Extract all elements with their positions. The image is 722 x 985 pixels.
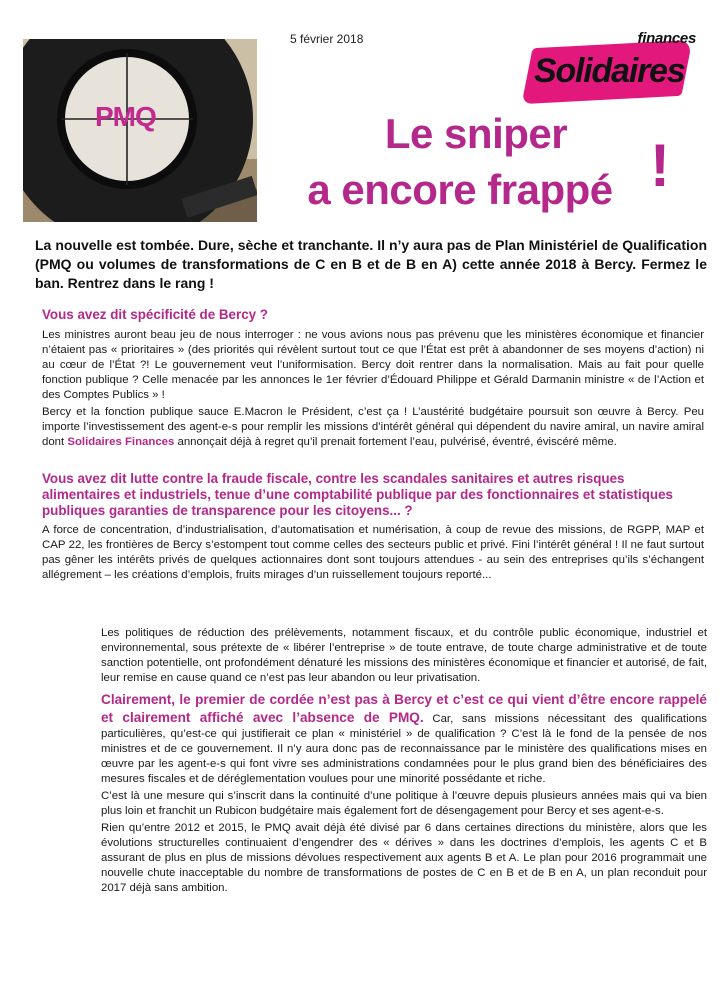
section-fraude — [42, 471, 704, 583]
section-1-paragraph-1: Les ministres auront beau jeu de nous interroger : ne vous avions nous pas prévenu que les ministères économique et financier n’étaient pas « prioritaires » (des priorités qui révèlent surtout tout ce que l’État est prêt à abandonner de ses moyens d’action) ni au cœur de l’État ?! Le gouvernement veut l’uniformisation. Bercy doit rentrer dans la normalisation. Mais au fait pour quelle fonction publique ? Celle menacée par les annonces le 1er février d’Édouard Philippe et Gérald Darmanin ministre « de l’Action et des Comptes Publics » ! — [42, 329, 704, 401]
section-2-paragraph: A force de concentration, d’industrialisation, d’automatisation et numérisation, à coup de revue des missions, de RGPP, MAP et CAP 22, les frontières de Bercy s’estompent tout comme celles des secteurs public et privé. Fini l’intérêt général ! Il ne faut surtout pas gêner les intérêts privés de quelques actionnaires dont sont toujours attendues - au sein des entreprises qu’ils s’échangent allégrement – les créations d’emplois, fruits mirages d’un ruissellement toujours reporté... — [42, 524, 704, 581]
logo-solidaires-text: Solidaires — [534, 52, 685, 90]
headline — [270, 106, 660, 218]
scope-photo — [23, 39, 257, 222]
photo-label: PMQ — [95, 101, 156, 132]
section-1-paragraph-2 — [42, 405, 704, 450]
solidaires-finances-logo — [528, 30, 704, 104]
section-1-text-after: annonçait déjà à regret qu’il prenait fortement l’eau, pulvérisé, éventré, éviscéré même. — [174, 436, 617, 448]
column-heading: Clairement, le premier de cordée n’est pas à Bercy et c’est ce qui vient d’être encore rappelé et clairement affiché avec l’absence de PMQ. — [101, 692, 707, 725]
solidaires-finances-highlight: Solidaires Finances — [67, 436, 175, 448]
column-paragraph-4: Rien qu’entre 2012 et 2015, le PMQ avait déjà été divisé par 6 dans certaines directions du ministère, alors que les évolutions structurelles continuaient d’engendrer des « dérives » dans les doctrines d’emplois, les agents C et B assurant de plus en plus de missions dévolues respectivement aux agents B et A. Le plan pour 2016 programmait une nouvelle chute inacceptable du nombre de transformations de postes de C en B et de B en A, un plan reconduit pour 2017 déjà sans ambition. — [101, 822, 707, 894]
column-paragraph-3: C’est là une mesure qui s’inscrit dans la continuité d’une politique à l’œuvre depuis plusieurs années mais qui va bien plus loin et franchit un Rubicon budgétaire mais également fort de désengagement pour Bercy et ses agent-e-s. — [101, 790, 707, 817]
intro-paragraph: La nouvelle est tombée. Dure, sèche et tranchante. Il n’y aura pas de Plan Ministériel de Qualification (PMQ ou volumes de transformations de C en B et de B en A) cette année 2018 à Bercy. Fermez le ban. Rentrez dans le rang ! — [35, 237, 707, 291]
column-paragraph-2-text: Car, sans missions nécessitant des qualifications particulières, qu’est-ce qui justifierait ce plan « ministériel » de qualification ? C’est là le fond de la pensée de nos ministres et de ce gouvernement. Il n’y aura donc pas de reconnaissance par le ministère des qualifications mises en œuvre par les agent-e-s qui font vivre ses administrations condamnées pour le plus grand bien des bénéficiaires des mesures fiscales et de déréglementation voulues pour une minorité possédante et riche. — [101, 713, 707, 785]
section-specificite — [42, 307, 704, 450]
column-text — [101, 626, 707, 896]
section-1-text-before: Bercy et la fonction publique sauce E.Macron le Président, c’est ça ! L’austérité budgétaire poursuit son œuvre à Bercy. Peu importe l’investissement des agent-e-s pour remplir les missions d’intérêt général qui dépendent du navire amiral, un navire amiral dont — [42, 406, 704, 448]
exclamation-mark: ! — [650, 132, 670, 199]
section-2-heading: Vous avez dit lutte contre la fraude fiscale, contre les scandales sanitaires et autres risques alimentaires et industriels, tenue d’une comptabilité publique par des fonctionnaires et statistiques publiques garanties de transparence pour les citoyens... ? — [42, 471, 673, 518]
headline-line-2: a encore frappé — [307, 166, 613, 213]
section-1-heading: Vous avez dit spécificité de Bercy ? — [42, 307, 268, 322]
column-paragraph-2 — [101, 691, 707, 787]
headline-line-1: Le sniper — [384, 110, 568, 157]
date: 5 février 2018 — [290, 32, 364, 46]
logo-finances-text: finances — [637, 30, 696, 47]
column-paragraph-1: Les politiques de réduction des prélèvements, notamment fiscaux, et du contrôle public économique, industriel et environnemental, sous prétexte de « libérer l’entreprise » de toute entrave, de toute charge administrative et de toute sanction potentielle, ont profondément dénaturé les missions des ministères économique et financier et autorisé, de fait, leur remise en cause quand ce n’est pas leur abandon ou leur privatisation. — [101, 627, 707, 684]
